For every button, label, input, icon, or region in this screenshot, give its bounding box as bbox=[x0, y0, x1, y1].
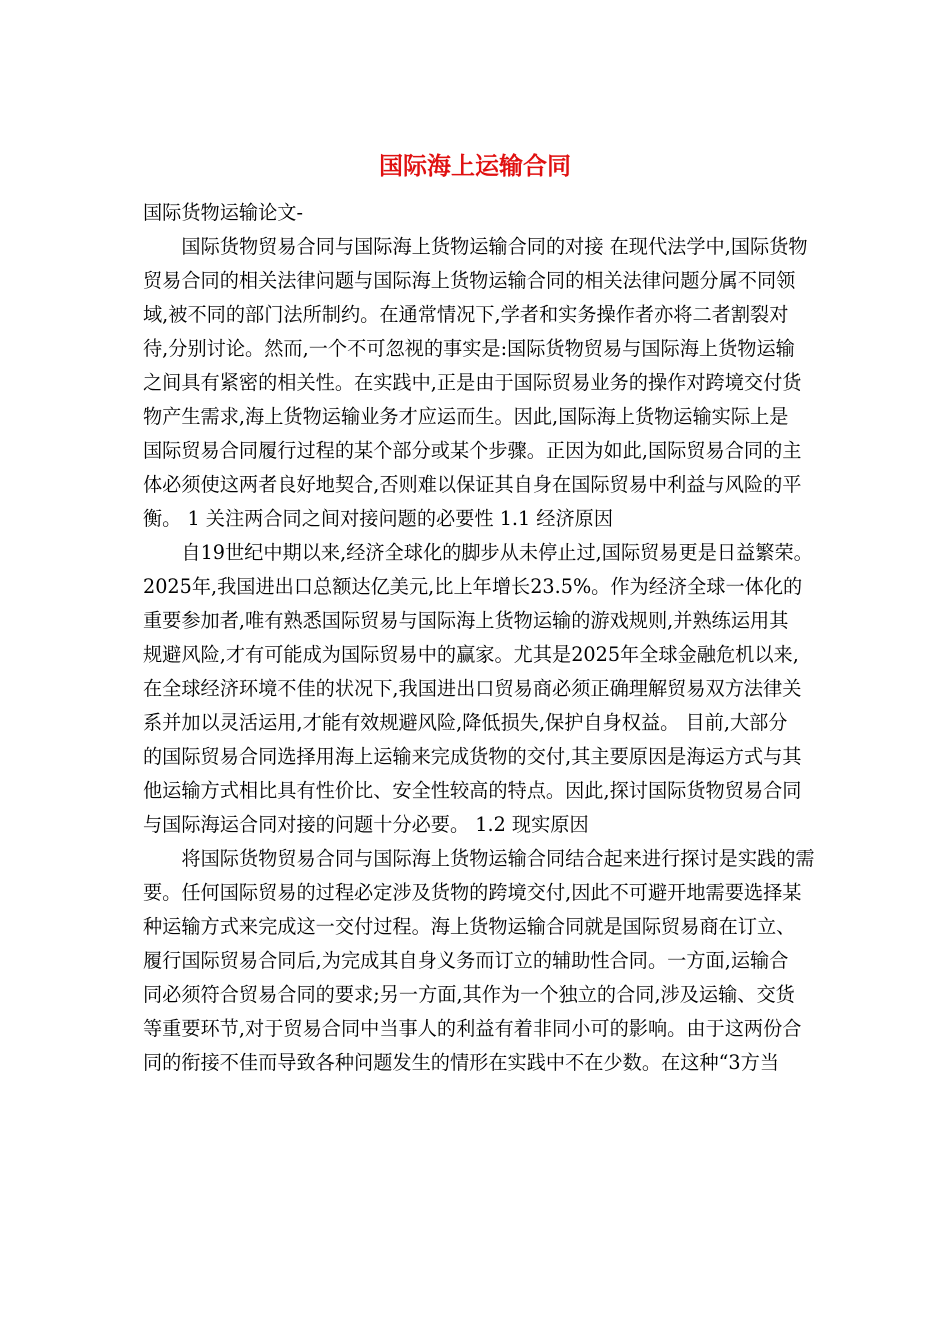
paragraph-line: 物产生需求,海上货物运输业务才应运而生。因此,国际海上货物运输实际上是 bbox=[143, 405, 789, 428]
paragraph-line: 域,被不同的部门法所制约。在通常情况下,学者和实务操作者亦将二者割裂对 bbox=[143, 303, 789, 326]
paragraph-line: 国际贸易合同履行过程的某个部分或某个步骤。正因为如此,国际贸易合同的主 bbox=[143, 439, 802, 462]
paragraph-line: 之间具有紧密的相关性。在实践中,正是由于国际贸易业务的操作对跨境交付货 bbox=[143, 371, 802, 394]
paragraph-1 bbox=[143, 230, 808, 536]
paragraph-line: 衡。 1 关注两合同之间对接问题的必要性 1.1 经济原因 bbox=[143, 507, 614, 530]
paragraph-line: 在全球经济环境不佳的状况下,我国进出口贸易商必须正确理解贸易双方法律关 bbox=[143, 677, 802, 700]
paragraph-line: 他运输方式相比具有性价比、安全性较高的特点。因此,探讨国际货物贸易合同 bbox=[143, 779, 802, 802]
document-title: 国际海上运输合同 bbox=[379, 152, 571, 180]
paragraph-line: 待,分别讨论。然而,一个不可忽视的事实是:国际货物贸易与国际海上货物运输 bbox=[143, 337, 795, 360]
paragraph-line: 自19世纪中期以来,经济全球化的脚步从未停止过,国际贸易更是日益繁荣。 bbox=[181, 541, 813, 564]
paragraph-line: 重要参加者,唯有熟悉国际贸易与国际海上货物运输的游戏规则,并熟练运用其 bbox=[143, 609, 789, 632]
paragraph-line: 种运输方式来完成这一交付过程。海上货物运输合同就是国际贸易商在订立、 bbox=[143, 915, 796, 938]
paragraph-line: 贸易合同的相关法律问题与国际海上货物运输合同的相关法律问题分属不同领 bbox=[143, 269, 796, 292]
paragraph-line: 国际货物贸易合同与国际海上货物运输合同的对接 在现代法学中,国际货物 bbox=[181, 235, 808, 258]
paragraph-3 bbox=[143, 842, 815, 1080]
paragraph-line: 与国际海运合同对接的问题十分必要。 1.2 现实原因 bbox=[143, 813, 589, 836]
paragraph-line: 等重要环节,对于贸易合同中当事人的利益有着非同小可的影响。由于这两份合 bbox=[143, 1017, 802, 1040]
paragraph-line: 规避风险,才有可能成为国际贸易中的赢家。尤其是2025年全球金融危机以来, bbox=[143, 643, 799, 666]
paragraph-line: 的国际贸易合同选择用海上运输来完成货物的交付,其主要原因是海运方式与其 bbox=[143, 745, 802, 768]
paragraph-line: 将国际货物贸易合同与国际海上货物运输合同结合起来进行探讨是实践的需 bbox=[181, 847, 815, 870]
paragraph-line: 系并加以灵活运用,才能有效规避风险,降低损失,保护自身权益。 目前,大部分 bbox=[143, 711, 788, 734]
paragraph-2 bbox=[143, 536, 813, 842]
document-body bbox=[143, 196, 815, 1080]
paragraph-line: 体必须使这两者良好地契合,否则难以保证其自身在国际贸易中利益与风险的平 bbox=[143, 473, 802, 496]
paragraph-line: 2025年,我国进出口总额达亿美元,比上年增长23.5%。作为经济全球一体化的 bbox=[143, 575, 803, 598]
paragraph-line: 履行国际贸易合同后,为完成其自身义务而订立的辅助性合同。一方面,运输合 bbox=[143, 949, 789, 972]
paragraph-line: 同必须符合贸易合同的要求;另一方面,其作为一个独立的合同,涉及运输、交货 bbox=[143, 983, 795, 1006]
paragraph-line: 要。任何国际贸易的过程必定涉及货物的跨境交付,因此不可避开地需要选择某 bbox=[143, 881, 802, 904]
paragraph-line: 同的衔接不佳而导致各种问题发生的情形在实践中不在少数。在这种“3方当 bbox=[143, 1051, 780, 1074]
document-subtitle: 国际货物运输论文- bbox=[143, 201, 303, 224]
